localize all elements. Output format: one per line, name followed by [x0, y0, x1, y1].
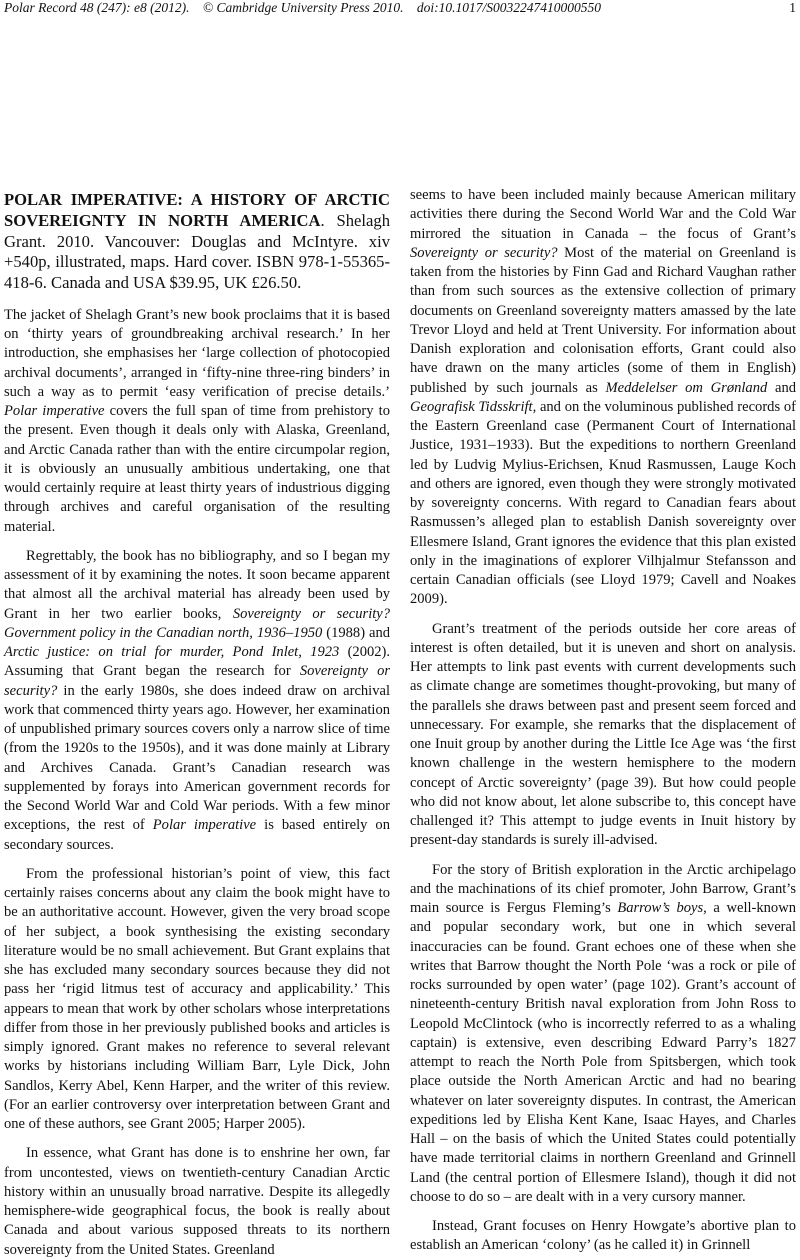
- book-details: Shelagh Grant. 2010. Vancouver: Douglas and McIntyre. xiv +540p, illustrated, maps. Hard cover. ISBN 978-1-55365-418-6. Canada and USA $39.95, UK £26.50.: [4, 210, 390, 293]
- paragraph: From the professional historian’s point of view, this fact certainly raises concerns about any claim the book might have to be an authoritative account. However, given the very broad scope of her subject, a book synthesising the existing secondary literature would be no small achievement. But Grant explains that she has excluded many secondary sources because they did not pass her ‘rigid litmus test of accuracy and applicability.’ This appears to mean that work by other scholars whose interpretations differ from those in her previously published books and articles is simply ignored. Grant makes no reference to several relevant works by historians including William Barr, Lyle Dick, John Sandlos, Kerry Abel, Kenn Harper, and the writer of this review. (For an earlier controversy over interpretation between Grant and one of these authors, see Grant 2005; Harper 2005).: [4, 865, 390, 1133]
- paragraph: Regrettably, the book has no bibliography, and so I began my assessment of it by examining the notes. It soon became apparent that almost all the archival material has already been used by Grant in her two earlier books, Sovereignty or security? Government policy in the Canadian north, 1936–1950 (1988) and Arctic justice: on trial for murder, Pond Inlet, 1923 (2002). Assuming that Grant began the research for Sovereignty or security? in the early 1980s, she does indeed draw on archival work that commenced thirty years ago. However, her examination of unpublished primary sources covers only a narrow slice of time (from the 1920s to the 1950s), and it was done mainly at Library and Archives Canada. Grant’s Canadian research was supplemented by forays into American government records for the Second World War and Cold War periods. With a few minor exceptions, the rest of Polar imperative is based entirely on secondary sources.: [4, 547, 391, 853]
- paragraph: For the story of British exploration in the Arctic archipelago and the machinations of its chief promoter, John Barrow, Grant’s main source is Fergus Fleming’s Barrow’s boys, a well-known and popular secondary work, but one in which several inaccuracies can be found. Grant echoes one of these when she writes that Barrow thought the North Pole ‘was a rock or pile of rocks surrounded by open water’ (page 102). Grant’s account of nineteenth-century British naval exploration from John Ross to Leopold McClintock (who is incorrectly referred to as a whaling captain) is extensive, even describing Edward Parry’s 1827 attempt to reach the North Pole from Spitsbergen, which took place outside the North American Arctic and had no bearing whatever on later sovereignty disputes. In contrast, the American expeditions led by Elisha Kent Kane, Isaac Hayes, and Charles Hall – on the basis of which the United States could potentially have made territorial claims in northern Greenland and Grinnell Land (the central portion of Ellesmere Island), though it did not choose to do so – are dealt with in a very cursory manner.: [410, 861, 796, 1205]
- paragraph: Grant’s treatment of the periods outside her core areas of interest is often detailed, but it is uneven and short on analysis. Her attempts to link past events with current developments such as climate change are sometimes thought-provoking, but many of the parallels she draws between past and present seem forced and unnecessary. For example, she remarks that the displacement of one Inuit group by another during the Little Ice Age was ‘the first known challenge in the western hemisphere to the modern concept of Arctic sovereignty’ (page 39). But how could people who did not know about, let alone subscribe to, this concept have challenged it? This attempt to judge events in Inuit history by present-day standards is surely ill-advised.: [410, 620, 796, 849]
- paragraph: seems to have been included mainly because American military activities there during the Second World War and the Cold War mirrored the situation in Canada – the focus of Grant’s Sovereignty or security? Most of the material on Greenland is taken from the histories by Finn Gad and Richard Vaughan rather than from such sources as the extensive collection of primary documents on Greenland sovereignty matters amassed by the late Trevor Lloyd and held at Trent University. For information about Danish exploration and colonisation efforts, Grant could also have drawn on the many articles (some of them in English) published by such journals as Meddelelser om Grønland and Geografisk Tidsskrift, and on the voluminous published records of the Eastern Greenland case (Permanent Court of International Justice, 1931–1933). But the expeditions to northern Greenland led by Ludvig Mylius-Erichsen, Knud Rasmussen, Lauge Koch and others are ignored, even though they were strongly motivated by sovereignty concerns. With regard to Canadian fears about Rasmussen’s alleged plan to establish Danish sovereignty over Ellesmere Island, Grant ignores the evidence that this plan existed only in the imaginations of explorer Vilhjalmur Stefansson and certain Canadian officials (see Lloyd 1979; Cavell and Noakes 2009).: [410, 187, 797, 608]
- doi: doi:10.1017/S0032247410000550: [416, 0, 601, 15]
- journal-citation: Polar Record 48 (247): e8 (2012).: [4, 0, 190, 15]
- review-heading: POLAR IMPERATIVE: A HISTORY OF ARCTIC SOVEREIGNTY IN NORTH AMERICA. Shelagh Grant. 2010. Vancouver: Douglas and McIntyre. xiv +540p, illustrated, maps. Hard cover. ISBN 978-1-55365-418-6. Canada and USA $39.95, UK £26.50.: [4, 190, 390, 293]
- page-number: 1: [789, 0, 796, 15]
- paragraph: Instead, Grant focuses on Henry Howgate’s abortive plan to establish an American ‘colony’ (as he called it) in Grinnell: [410, 1218, 796, 1254]
- paragraph: The jacket of Shelagh Grant’s new book proclaims that it is based on ‘thirty years of groundbreaking archival research.’ In her introduction, she emphasises her ‘large collection of photocopied archival documents’, arranged in ‘fifty-nine three-ring binders’ in such a way as to permit ‘easy verification of precise details.’ Polar imperative covers the full span of time from prehistory to the present. Even though it deals only with Alaska, Greenland, and Arctic Canada rather than with the entire circumpolar region, it is obviously an unusually ambitious undertaking, one that would certainly require at least thirty years of industrious digging through archives and careful organisation of the resulting material.: [4, 306, 390, 535]
- book-title: POLAR IMPERATIVE: A HISTORY OF ARCTIC SOVEREIGNTY IN NORTH AMERICA: [4, 190, 390, 230]
- running-header: [4, 0, 796, 16]
- right-column: [410, 186, 796, 1256]
- left-column: [4, 190, 390, 1260]
- copyright-notice: © Cambridge University Press 2010.: [202, 0, 404, 15]
- paragraph: In essence, what Grant has done is to enshrine her own, far from uncontested, views on twentieth-century Canadian Arctic history within an unusually broad narrative. Despite its allegedly hemisphere-wide geographical focus, the book is really about Canada and about various supposed threats to its northern sovereignty from the United States. Greenland: [4, 1145, 390, 1258]
